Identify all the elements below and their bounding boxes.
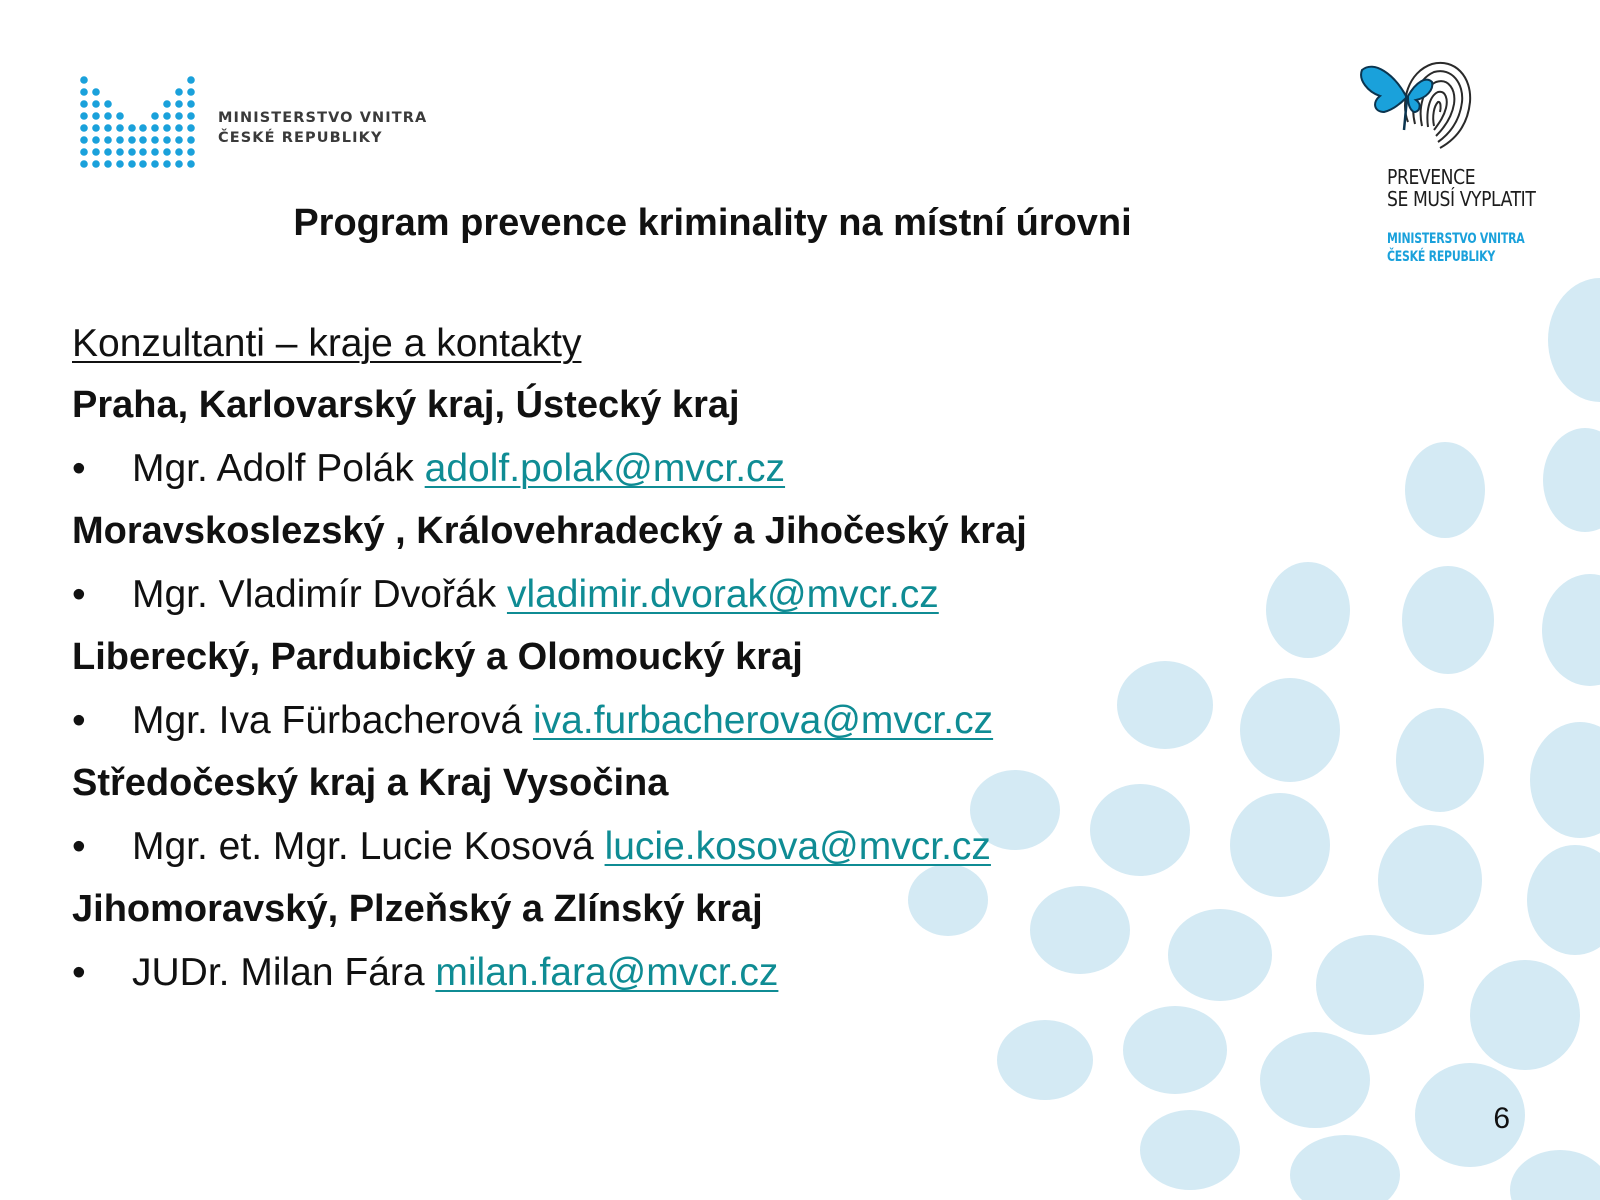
bullet: • xyxy=(72,825,86,868)
contact-text xyxy=(132,689,993,752)
region-group xyxy=(72,626,1322,752)
butterfly-fingerprint-icon xyxy=(1360,52,1480,152)
bullet: • xyxy=(72,699,86,742)
prevence-ministry-line1: MINISTERSTVO VNITRA xyxy=(1387,231,1525,247)
contact-email-link[interactable]: iva.furbacherova@mvcr.cz xyxy=(533,699,994,742)
contact-name: Mgr. Adolf Polák xyxy=(132,447,414,490)
contact-item xyxy=(72,941,1322,1004)
contact-text xyxy=(132,563,939,626)
ministry-logo-line1: MINISTERSTVO VNITRA xyxy=(218,110,428,126)
page-number: 6 xyxy=(1493,1102,1510,1135)
contact-text xyxy=(132,437,785,500)
ministry-dots-emblem-icon xyxy=(78,72,203,172)
prevence-ministry-line2: ČESKÉ REPUBLIKY xyxy=(1387,249,1496,265)
contact-name: Mgr. Iva Fürbacherová xyxy=(132,699,523,742)
region-name: Moravskoslezský , Královehradecký a Jihočeský kraj xyxy=(72,510,1027,552)
ministry-logo-text xyxy=(218,108,427,148)
region-name: Jihomoravský, Plzeňský a Zlínský kraj xyxy=(72,888,763,930)
section-heading: Konzultanti – kraje a kontakty xyxy=(72,322,582,365)
contact-text xyxy=(132,941,778,1004)
contacts-content xyxy=(72,314,1322,1004)
region-group xyxy=(72,878,1322,1004)
region-group xyxy=(72,752,1322,878)
contact-email-link[interactable]: adolf.polak@mvcr.cz xyxy=(424,447,786,490)
region-name: Liberecký, Pardubický a Olomoucký kraj xyxy=(72,636,803,678)
contact-text xyxy=(132,815,991,878)
bullet: • xyxy=(72,573,86,616)
contact-item xyxy=(72,689,1322,752)
contact-email-link[interactable]: vladimir.dvorak@mvcr.cz xyxy=(506,573,939,616)
bullet: • xyxy=(72,951,86,994)
contact-name: JUDr. Milan Fára xyxy=(132,951,425,994)
region-name: Středočeský kraj a Kraj Vysočina xyxy=(72,762,669,804)
contact-item xyxy=(72,815,1322,878)
contact-name: Mgr. Vladimír Dvořák xyxy=(132,573,497,616)
contact-name: Mgr. et. Mgr. Lucie Kosová xyxy=(132,825,594,868)
prevence-slogan-line1: PREVENCE xyxy=(1387,165,1476,189)
contact-item xyxy=(72,563,1322,626)
bullet: • xyxy=(72,447,86,490)
prevence-slogan-line2: SE MUSÍ VYPLATIT xyxy=(1387,187,1536,211)
region-group xyxy=(72,500,1322,626)
contact-item xyxy=(72,437,1322,500)
ministry-logo xyxy=(78,72,438,172)
ministry-logo-line2: ČESKÉ REPUBLIKY xyxy=(218,130,383,146)
contact-email-link[interactable]: lucie.kosova@mvcr.cz xyxy=(604,825,991,868)
slide-title: Program prevence kriminality na místní úrovni xyxy=(293,202,1132,244)
region-group xyxy=(72,374,1322,500)
contact-email-link[interactable]: milan.fara@mvcr.cz xyxy=(435,951,779,994)
region-name: Praha, Karlovarský kraj, Ústecký kraj xyxy=(72,384,740,426)
